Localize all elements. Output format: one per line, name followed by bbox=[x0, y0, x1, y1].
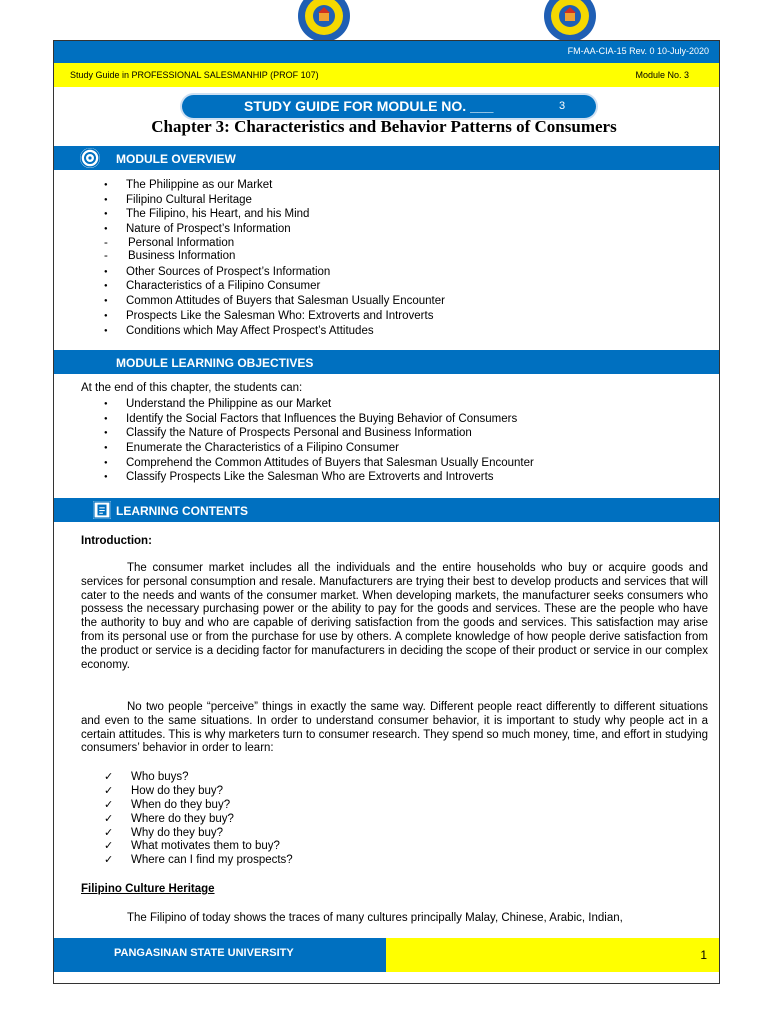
list-item: ● Common Attitudes of Buyers that Salesman Usually Encounter bbox=[104, 294, 445, 309]
checklist-item: ✓ Who buys? bbox=[104, 771, 293, 785]
list-item: ● Nature of Prospect’s Information bbox=[104, 222, 445, 237]
list-sub-item: - Business Information bbox=[104, 249, 236, 262]
target-icon bbox=[80, 148, 100, 168]
course-bar bbox=[54, 63, 719, 87]
checklist-item: ✓ How do they buy? bbox=[104, 785, 293, 799]
checklist-item: ✓ When do they buy? bbox=[104, 799, 293, 813]
chapter-title: Chapter 3: Characteristics and Behavior Patterns of Consumers bbox=[151, 117, 617, 136]
list-item: ● Understand the Philippine as our Market bbox=[104, 397, 534, 412]
module-number: Module No. 3 bbox=[635, 70, 689, 80]
document-icon bbox=[92, 500, 112, 520]
culture-heading: Filipino Culture Heritage bbox=[81, 883, 215, 895]
learning-objectives-header bbox=[54, 350, 719, 374]
list-item: ● Classify Prospects Like the Salesman Who are Extroverts and Introverts bbox=[104, 470, 534, 485]
form-code-bar bbox=[54, 41, 719, 63]
checklist-item: ✓ Why do they buy? bbox=[104, 827, 293, 841]
checklist-item: ✓ What motivates them to buy? bbox=[104, 840, 293, 854]
list-item: ● Identify the Social Factors that Influences the Buying Behavior of Consumers bbox=[104, 412, 534, 427]
pill-number: 3 bbox=[559, 100, 566, 112]
list-item: ● Classify the Nature of Prospects Personal and Business Information bbox=[104, 426, 534, 441]
university-name: PANGASINAN STATE UNIVERSITY bbox=[114, 947, 294, 959]
form-code: FM-AA-CIA-15 Rev. 0 10-July-2020 bbox=[567, 46, 709, 56]
checklist-item: ✓ Where can I find my prospects? bbox=[104, 854, 293, 868]
sub-dash: - bbox=[104, 249, 108, 262]
question-list bbox=[104, 771, 293, 868]
list-item: ● Comprehend the Common Attitudes of Buyers that Salesman Usually Encounter bbox=[104, 456, 534, 471]
list-item: ● Conditions which May Affect Prospect’s Attitudes bbox=[104, 324, 445, 339]
module-overview-header bbox=[54, 146, 719, 170]
module-title-pill bbox=[182, 95, 596, 118]
overview-list bbox=[104, 178, 445, 338]
objectives-list bbox=[104, 397, 534, 485]
learning-contents-title: LEARNING CONTENTS bbox=[116, 504, 248, 518]
list-item: ● Characteristics of a Filipino Consumer bbox=[104, 279, 445, 294]
intro-paragraph-1: The consumer market includes all the individuals and the entire households who buy or acquire goods and services for personal consumption and resale. Manufacturers are trying their best to develop products and services that will cater to the needs and wants of the consumer market. When developing markets, the manufacturer seeks consumers who possess the necessary purchasing power or the ability to pay for the goods and services. These are the people who have the authority to buy and who are capable of deriving satisfaction from the goods and services. This satisfaction may arise from its personal use or from the purchase for use by others. A complete knowledge of how people derive satisfaction from the product or service is a deciding factor for manufacturers in deciding the scope of their product or service in our complex economy. bbox=[81, 562, 708, 671]
checklist-item: ✓ Where do they buy? bbox=[104, 813, 293, 827]
culture-paragraph: The Filipino of today shows the traces of many cultures principally Malay, Chinese, Arabic, Indian, bbox=[127, 912, 623, 924]
footer-page-bar bbox=[386, 938, 719, 972]
objectives-intro: At the end of this chapter, the students can: bbox=[81, 382, 303, 394]
list-item: ● Enumerate the Characteristics of a Filipino Consumer bbox=[104, 441, 534, 456]
list-item: ● Other Sources of Prospect’s Information bbox=[104, 265, 445, 280]
intro-paragraph-2: No two people “perceive” things in exactly the same way. Different people react differently to different situations and even to the same situations. In order to understand consumer behavior, it is important to study why people act in a certain attitudes. This is why marketers turn to consumer research. They spend so much money, time, and effort in studying consumers’ behavior in order to learn: bbox=[81, 701, 708, 755]
university-seal-left bbox=[296, 0, 352, 44]
list-item: ● Prospects Like the Salesman Who: Extroverts and Introverts bbox=[104, 309, 445, 324]
introduction-heading: Introduction: bbox=[81, 535, 152, 547]
list-sub-item: - Personal Information bbox=[104, 236, 235, 249]
footer-university-bar bbox=[54, 938, 386, 972]
pill-title: STUDY GUIDE FOR MODULE NO. ___ bbox=[244, 98, 494, 114]
learning-objectives-title: MODULE LEARNING OBJECTIVES bbox=[116, 356, 314, 370]
page-number: 1 bbox=[700, 948, 707, 962]
list-item: ● Filipino Cultural Heritage bbox=[104, 193, 445, 208]
university-seal-right bbox=[542, 0, 598, 44]
course-title: Study Guide in PROFESSIONAL SALESMANHIP (PROF 107) bbox=[70, 70, 319, 80]
learning-contents-header bbox=[54, 498, 719, 522]
module-overview-title: MODULE OVERVIEW bbox=[116, 152, 236, 166]
list-item: ● The Philippine as our Market bbox=[104, 178, 445, 193]
sub-dash: - bbox=[104, 236, 108, 249]
list-item: ● The Filipino, his Heart, and his Mind bbox=[104, 207, 445, 222]
